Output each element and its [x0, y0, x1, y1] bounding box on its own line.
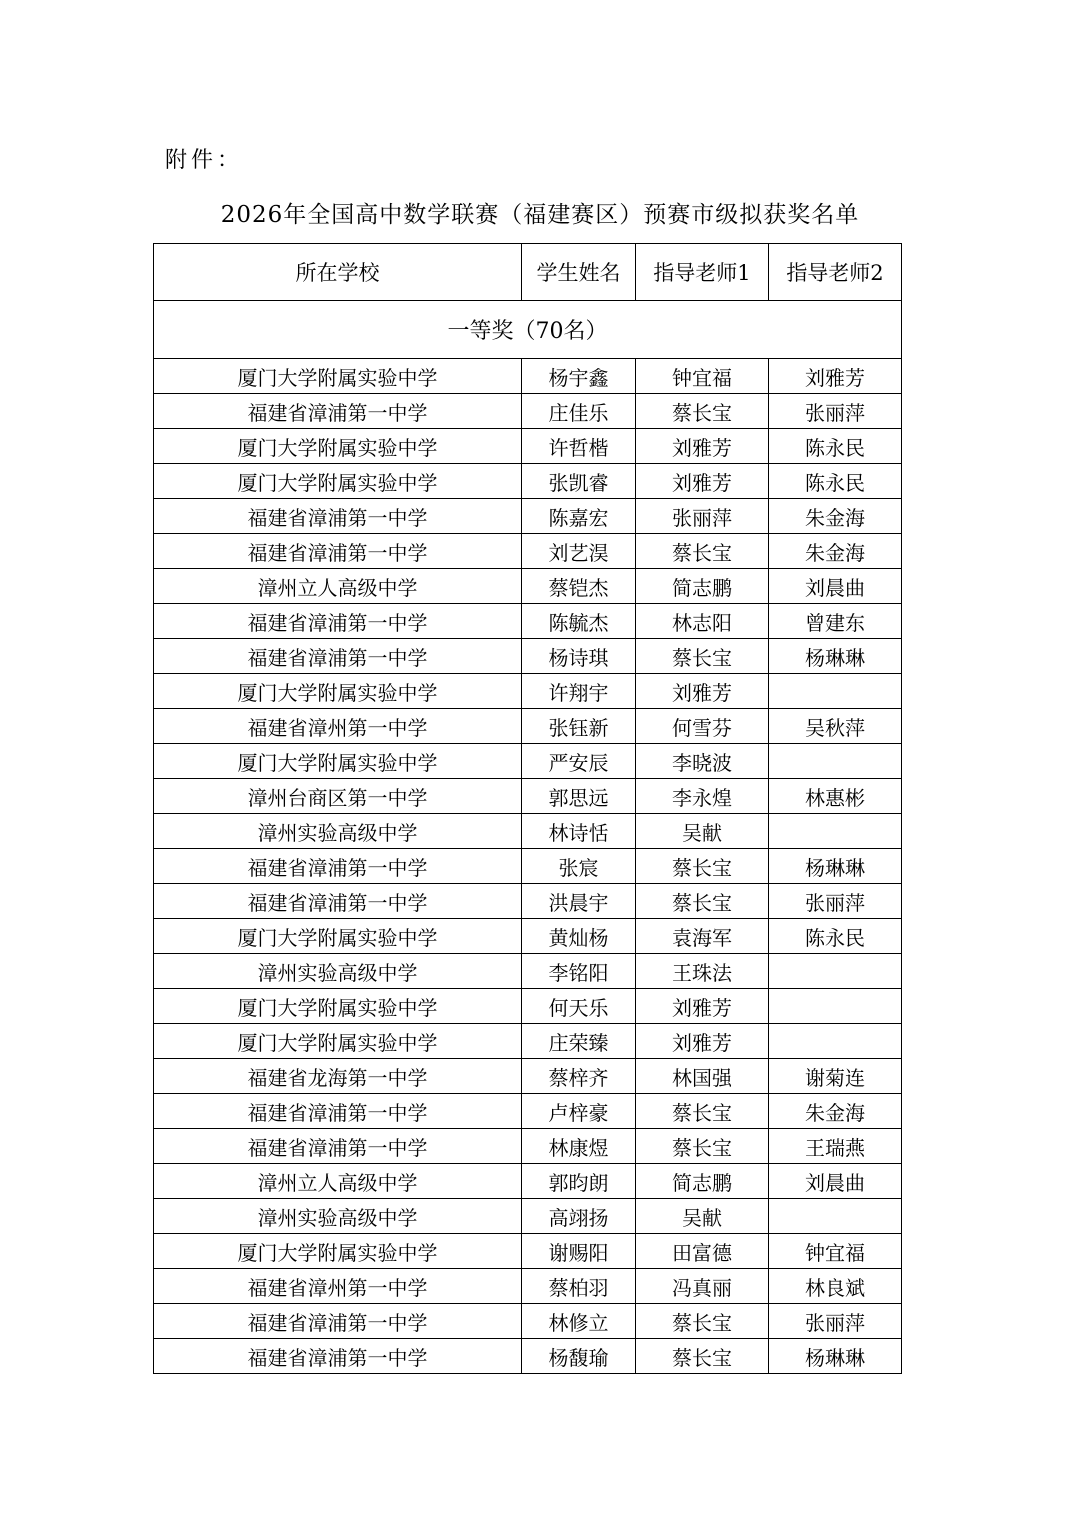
cell-teacher1: 吴献	[636, 1199, 769, 1234]
cell-student: 黄灿杨	[522, 919, 636, 954]
cell-teacher2: 杨琳琳	[769, 639, 902, 674]
cell-school: 福建省漳浦第一中学	[154, 394, 522, 429]
cell-student: 张宸	[522, 849, 636, 884]
cell-teacher2: 张丽萍	[769, 394, 902, 429]
cell-school: 厦门大学附属实验中学	[154, 429, 522, 464]
cell-student: 陈嘉宏	[522, 499, 636, 534]
cell-teacher2: 陈永民	[769, 919, 902, 954]
cell-teacher1: 简志鹏	[636, 1164, 769, 1199]
cell-teacher2: 陈永民	[769, 429, 902, 464]
cell-school: 福建省漳浦第一中学	[154, 639, 522, 674]
cell-student: 李铭阳	[522, 954, 636, 989]
header-school: 所在学校	[154, 244, 522, 301]
cell-teacher2: 张丽萍	[769, 1304, 902, 1339]
table-header-row	[154, 244, 902, 301]
cell-teacher1: 蔡长宝	[636, 1094, 769, 1129]
cell-teacher1: 刘雅芳	[636, 429, 769, 464]
cell-student: 张凯睿	[522, 464, 636, 499]
cell-teacher1: 李永煌	[636, 779, 769, 814]
table-row	[154, 464, 902, 499]
table-row	[154, 744, 902, 779]
cell-teacher2: 刘晨曲	[769, 569, 902, 604]
cell-school: 厦门大学附属实验中学	[154, 1024, 522, 1059]
cell-teacher1: 刘雅芳	[636, 1024, 769, 1059]
cell-student: 谢赐阳	[522, 1234, 636, 1269]
cell-school: 福建省漳浦第一中学	[154, 849, 522, 884]
cell-school: 厦门大学附属实验中学	[154, 744, 522, 779]
cell-teacher2: 陈永民	[769, 464, 902, 499]
cell-teacher1: 蔡长宝	[636, 1339, 769, 1374]
cell-teacher1: 刘雅芳	[636, 464, 769, 499]
cell-teacher1: 刘雅芳	[636, 989, 769, 1024]
cell-teacher1: 钟宜福	[636, 359, 769, 394]
cell-teacher1: 林志阳	[636, 604, 769, 639]
attachment-label: 附件：	[165, 148, 244, 173]
cell-student: 郭思远	[522, 779, 636, 814]
table-row	[154, 709, 902, 744]
cell-teacher1: 何雪芬	[636, 709, 769, 744]
cell-teacher2	[769, 744, 902, 779]
cell-school: 厦门大学附属实验中学	[154, 1234, 522, 1269]
cell-teacher1: 王珠法	[636, 954, 769, 989]
cell-school: 福建省漳浦第一中学	[154, 1129, 522, 1164]
cell-student: 林康煜	[522, 1129, 636, 1164]
cell-teacher1: 张丽萍	[636, 499, 769, 534]
cell-student: 郭昀朗	[522, 1164, 636, 1199]
header-teacher2: 指导老师2	[769, 244, 902, 301]
table-row	[154, 534, 902, 569]
cell-student: 林诗恬	[522, 814, 636, 849]
cell-school: 福建省漳浦第一中学	[154, 499, 522, 534]
cell-teacher1: 李晓波	[636, 744, 769, 779]
cell-student: 蔡梓齐	[522, 1059, 636, 1094]
cell-teacher2	[769, 814, 902, 849]
cell-student: 庄荣臻	[522, 1024, 636, 1059]
cell-school: 福建省漳州第一中学	[154, 709, 522, 744]
cell-school: 厦门大学附属实验中学	[154, 989, 522, 1024]
table-row	[154, 499, 902, 534]
cell-teacher1: 袁海军	[636, 919, 769, 954]
cell-school: 福建省漳浦第一中学	[154, 604, 522, 639]
cell-school: 福建省漳浦第一中学	[154, 884, 522, 919]
cell-teacher2: 林良斌	[769, 1269, 902, 1304]
cell-teacher2	[769, 1199, 902, 1234]
section-row	[154, 301, 902, 359]
cell-teacher2: 王瑞燕	[769, 1129, 902, 1164]
header-student: 学生姓名	[522, 244, 636, 301]
table-row	[154, 919, 902, 954]
cell-teacher1: 蔡长宝	[636, 884, 769, 919]
cell-teacher2: 吴秋萍	[769, 709, 902, 744]
table-row	[154, 1094, 902, 1129]
section-title: 一等奖（70名）	[154, 301, 902, 359]
cell-school: 福建省漳浦第一中学	[154, 1339, 522, 1374]
table-row	[154, 569, 902, 604]
cell-school: 厦门大学附属实验中学	[154, 919, 522, 954]
cell-school: 福建省漳浦第一中学	[154, 1094, 522, 1129]
cell-teacher1: 简志鹏	[636, 569, 769, 604]
cell-teacher2: 刘晨曲	[769, 1164, 902, 1199]
cell-student: 张钰新	[522, 709, 636, 744]
cell-teacher2: 刘雅芳	[769, 359, 902, 394]
table-row	[154, 1234, 902, 1269]
cell-teacher1: 蔡长宝	[636, 394, 769, 429]
header-teacher1: 指导老师1	[636, 244, 769, 301]
cell-teacher2: 钟宜福	[769, 1234, 902, 1269]
table-row	[154, 1304, 902, 1339]
cell-student: 卢梓豪	[522, 1094, 636, 1129]
table-row	[154, 1024, 902, 1059]
cell-teacher1: 吴献	[636, 814, 769, 849]
cell-student: 高翊扬	[522, 1199, 636, 1234]
cell-school: 福建省漳州第一中学	[154, 1269, 522, 1304]
cell-student: 洪晨宇	[522, 884, 636, 919]
cell-teacher2	[769, 954, 902, 989]
cell-teacher2: 张丽萍	[769, 884, 902, 919]
cell-teacher1: 蔡长宝	[636, 1304, 769, 1339]
cell-teacher2	[769, 674, 902, 709]
cell-teacher2: 杨琳琳	[769, 849, 902, 884]
cell-teacher2: 曾建东	[769, 604, 902, 639]
table-row	[154, 814, 902, 849]
cell-teacher2: 朱金海	[769, 1094, 902, 1129]
table-row	[154, 1164, 902, 1199]
cell-student: 杨诗琪	[522, 639, 636, 674]
cell-teacher1: 蔡长宝	[636, 849, 769, 884]
table-row	[154, 1339, 902, 1374]
cell-school: 漳州立人高级中学	[154, 1164, 522, 1199]
cell-teacher1: 蔡长宝	[636, 534, 769, 569]
cell-teacher2	[769, 1024, 902, 1059]
cell-student: 杨宇鑫	[522, 359, 636, 394]
cell-student: 蔡铠杰	[522, 569, 636, 604]
cell-student: 蔡柏羽	[522, 1269, 636, 1304]
table-row	[154, 604, 902, 639]
cell-school: 漳州实验高级中学	[154, 954, 522, 989]
cell-teacher1: 冯真丽	[636, 1269, 769, 1304]
cell-school: 漳州立人高级中学	[154, 569, 522, 604]
table-row	[154, 989, 902, 1024]
table-row	[154, 359, 902, 394]
cell-teacher2: 杨琳琳	[769, 1339, 902, 1374]
cell-teacher1: 田富德	[636, 1234, 769, 1269]
cell-school: 福建省漳浦第一中学	[154, 534, 522, 569]
cell-teacher1: 林国强	[636, 1059, 769, 1094]
table-row	[154, 639, 902, 674]
cell-teacher1: 刘雅芳	[636, 674, 769, 709]
table-row	[154, 674, 902, 709]
cell-teacher2: 林惠彬	[769, 779, 902, 814]
table-row	[154, 884, 902, 919]
cell-student: 杨馥瑜	[522, 1339, 636, 1374]
cell-school: 厦门大学附属实验中学	[154, 359, 522, 394]
cell-school: 厦门大学附属实验中学	[154, 674, 522, 709]
cell-school: 厦门大学附属实验中学	[154, 464, 522, 499]
cell-student: 何天乐	[522, 989, 636, 1024]
cell-student: 刘艺淏	[522, 534, 636, 569]
cell-teacher2: 朱金海	[769, 499, 902, 534]
cell-teacher2	[769, 989, 902, 1024]
cell-student: 严安辰	[522, 744, 636, 779]
table-row	[154, 1199, 902, 1234]
cell-student: 庄佳乐	[522, 394, 636, 429]
table-row	[154, 954, 902, 989]
cell-student: 许哲楷	[522, 429, 636, 464]
cell-school: 福建省龙海第一中学	[154, 1059, 522, 1094]
cell-school: 漳州实验高级中学	[154, 1199, 522, 1234]
cell-teacher1: 蔡长宝	[636, 1129, 769, 1164]
cell-school: 福建省漳浦第一中学	[154, 1304, 522, 1339]
cell-student: 陈毓杰	[522, 604, 636, 639]
award-table	[153, 243, 902, 1374]
cell-teacher1: 蔡长宝	[636, 639, 769, 674]
table-row	[154, 394, 902, 429]
table-row	[154, 429, 902, 464]
cell-teacher2: 朱金海	[769, 534, 902, 569]
table-row	[154, 1129, 902, 1164]
cell-teacher2: 谢菊连	[769, 1059, 902, 1094]
cell-student: 林修立	[522, 1304, 636, 1339]
document-title: 2026年全国高中数学联赛（福建赛区）预赛市级拟获奖名单	[220, 202, 860, 228]
table-row	[154, 1059, 902, 1094]
table-row	[154, 779, 902, 814]
cell-school: 漳州台商区第一中学	[154, 779, 522, 814]
table-row	[154, 849, 902, 884]
table-row	[154, 1269, 902, 1304]
cell-student: 许翔宇	[522, 674, 636, 709]
cell-school: 漳州实验高级中学	[154, 814, 522, 849]
